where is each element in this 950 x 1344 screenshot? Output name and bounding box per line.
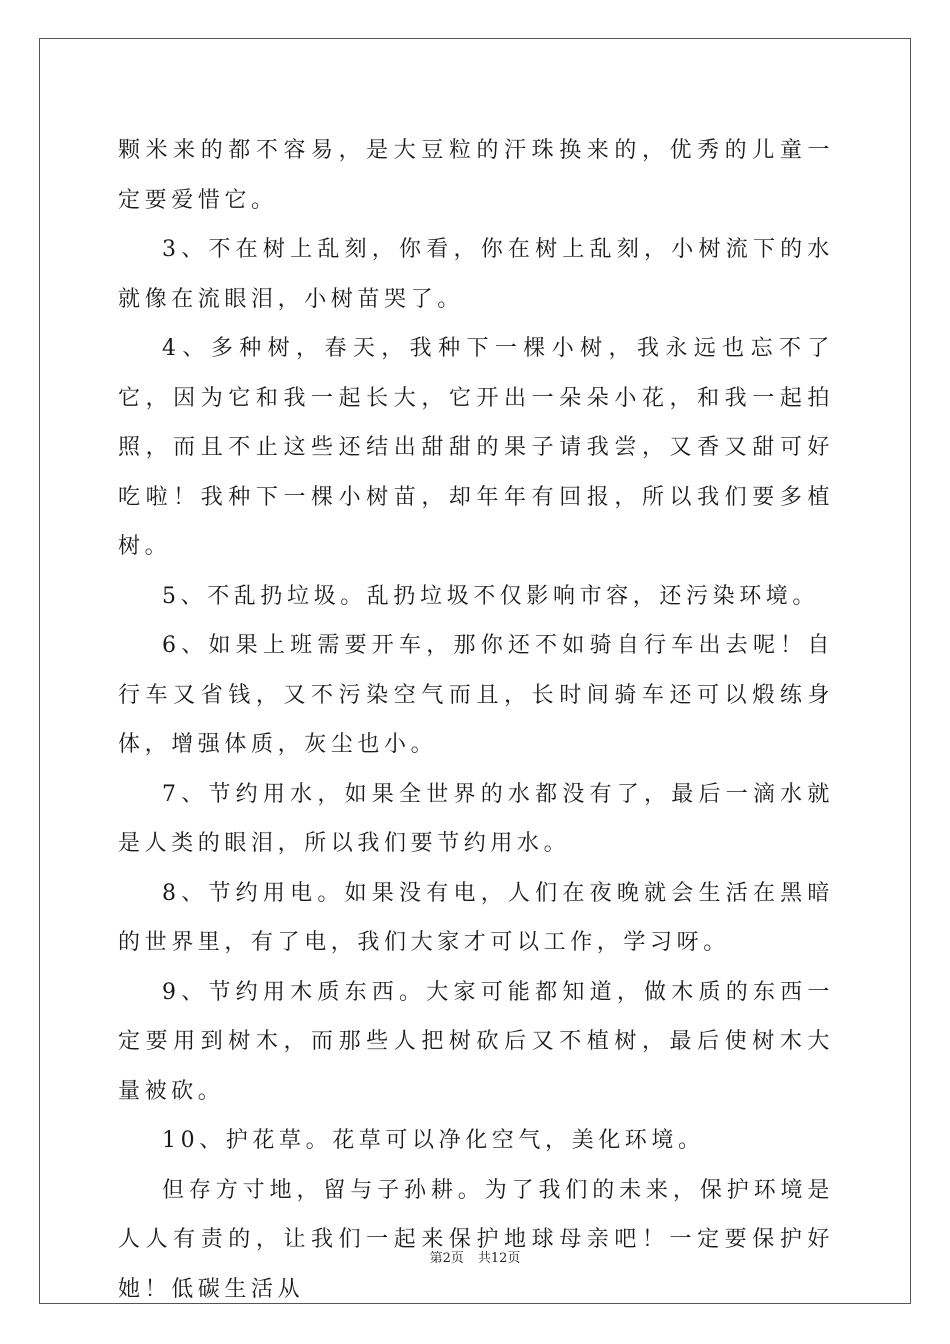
paragraph-1: 颗米来的都不容易，是大豆粒的汗珠换来的，优秀的儿童一定要爱惜它。 [118, 138, 834, 213]
paragraph-6: 7、节约用水，如果全世界的水都没有了，最后一滴水就是人类的眼泪，所以我们要节约用水。 [118, 781, 834, 856]
paragraph-10: 但存方寸地，留与子孙耕。为了我们的未来，保护环境是人人有责的，让我们一起来保护地球母亲吧！一定要保护好她！低碳生活从 [118, 1177, 834, 1302]
page-number: 第2页 [429, 1251, 464, 1266]
document-body [118, 126, 834, 1314]
paragraph-4: 5、不乱扔垃圾。乱扔垃圾不仅影响市容，还污染环境。 [162, 583, 819, 609]
paragraph-2: 3、不在树上乱刻，你看，你在树上乱刻，小树流下的水就像在流眼泪，小树苗哭了。 [118, 237, 834, 312]
paragraph-3: 4、多种树，春天，我种下一棵小树，我永远也忘不了它，因为它和我一起长大，它开出一朵朵小花，和我一起拍照，而且不止这些还结出甜甜的果子请我尝，又香又甜可好吃啦！我种下一棵小树苗，却年年有回报，所以我们要多植树。 [118, 336, 834, 559]
paragraph-5: 6、如果上班需要开车，那你还不如骑自行车出去呢！自行车又省钱，又不污染空气而且，长时间骑车还可以煅练身体，增强体质，灰尘也小。 [118, 633, 834, 757]
page-total: 共12页 [477, 1251, 521, 1266]
paragraph-7: 8、节约用电。如果没有电，人们在夜晚就会生活在黑暗的世界里，有了电，我们大家才可以工作，学习呀。 [118, 880, 834, 955]
paragraph-9: 10、护花草。花草可以净化空气，美化环境。 [162, 1128, 705, 1153]
page-footer [0, 1247, 950, 1266]
paragraph-8: 9、节约用木质东西。大家可能都知道，做木质的东西一定要用到树木，而那些人把树砍后又不植树，最后使树木大量被砍。 [118, 979, 834, 1104]
